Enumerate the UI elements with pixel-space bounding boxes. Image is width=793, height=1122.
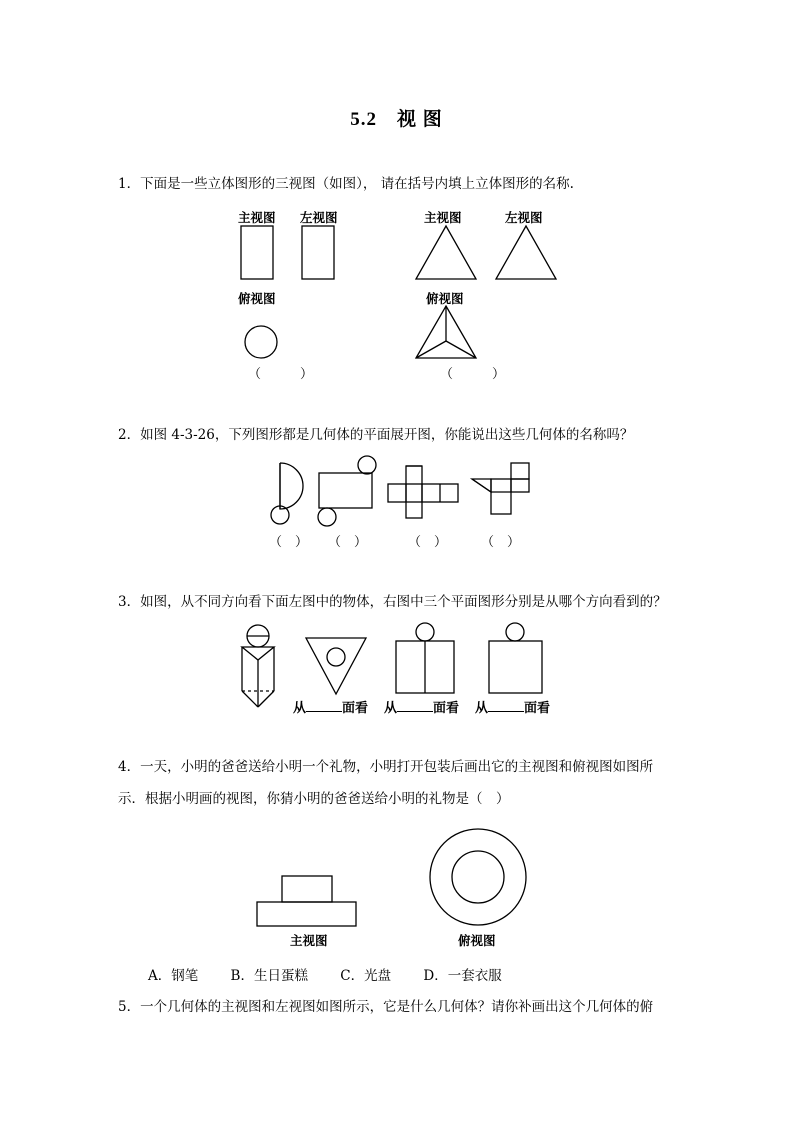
q4-front-label: 主视图: [290, 933, 328, 948]
q1-b-front-label: 主视图: [424, 210, 462, 225]
q2-answer-paren-3[interactable]: （ ）: [408, 535, 448, 550]
q1-a-front-label: 主视图: [238, 210, 276, 225]
q1-a-top-label: 俯视图: [238, 291, 276, 306]
q2-answer-paren-4[interactable]: （ ）: [481, 535, 521, 550]
q4-front-bottom-block: [257, 902, 356, 926]
q4-front-top-block: [282, 876, 332, 902]
q4-top-label: 俯视图: [458, 933, 496, 948]
q2-answer-paren-1[interactable]: （ ）: [269, 535, 309, 550]
q4-options: [148, 964, 530, 984]
q4-top-outer-circle: [430, 829, 526, 925]
question-4-line-1: 4．一天，小明的爸爸送给小明一个礼物，小明打开包装后画出它的主视图和俯视图如图所: [118, 759, 654, 775]
question-5-text: 5．一个几何体的主视图和左视图如图所示，它是什么几何体？请你补画出这个几何体的俯: [118, 999, 654, 1015]
q1-b-answer-paren[interactable]: （ ）: [440, 367, 506, 382]
question-4-line-2: 示．根据小明画的视图，你猜小明的爸爸送给小明的礼物是（ ）: [118, 791, 510, 807]
question-1-text: 1．下面是一些立体图形的三视图（如图）， 请在括号内填上立体图形的名称.: [118, 176, 574, 192]
q4-option-d[interactable]: D．一套衣服: [423, 968, 502, 984]
q3-answer-1: 从 面看: [293, 701, 369, 716]
q4-option-b[interactable]: B．生日蛋糕: [230, 968, 308, 984]
question-2-text: 2．如图 4-3-26，下列图形都是几何体的平面展开图，你能说出这些几何体的名称吗？: [118, 427, 634, 443]
question-3-text: 3．如图，从不同方向看下面左图中的物体，右图中三个平面图形分别是从哪个方向看到的？: [118, 594, 667, 610]
q4-option-a[interactable]: A．钢笔: [148, 968, 199, 984]
page-title: 5.2 视 图: [350, 109, 443, 130]
q4-option-c[interactable]: C．光盘: [340, 968, 392, 984]
q1-a-answer-paren[interactable]: （ ）: [248, 367, 314, 382]
q3-answer-2: 从 面看: [384, 701, 460, 716]
q3-answer-3: 从 面看: [475, 701, 551, 716]
q1-b-left-label: 左视图: [505, 210, 543, 225]
q1-b-top-label: 俯视图: [426, 291, 464, 306]
q1-a-left-label: 左视图: [300, 210, 338, 225]
q4-top-inner-circle: [452, 851, 504, 903]
q2-answer-paren-2[interactable]: （ ）: [328, 535, 368, 550]
